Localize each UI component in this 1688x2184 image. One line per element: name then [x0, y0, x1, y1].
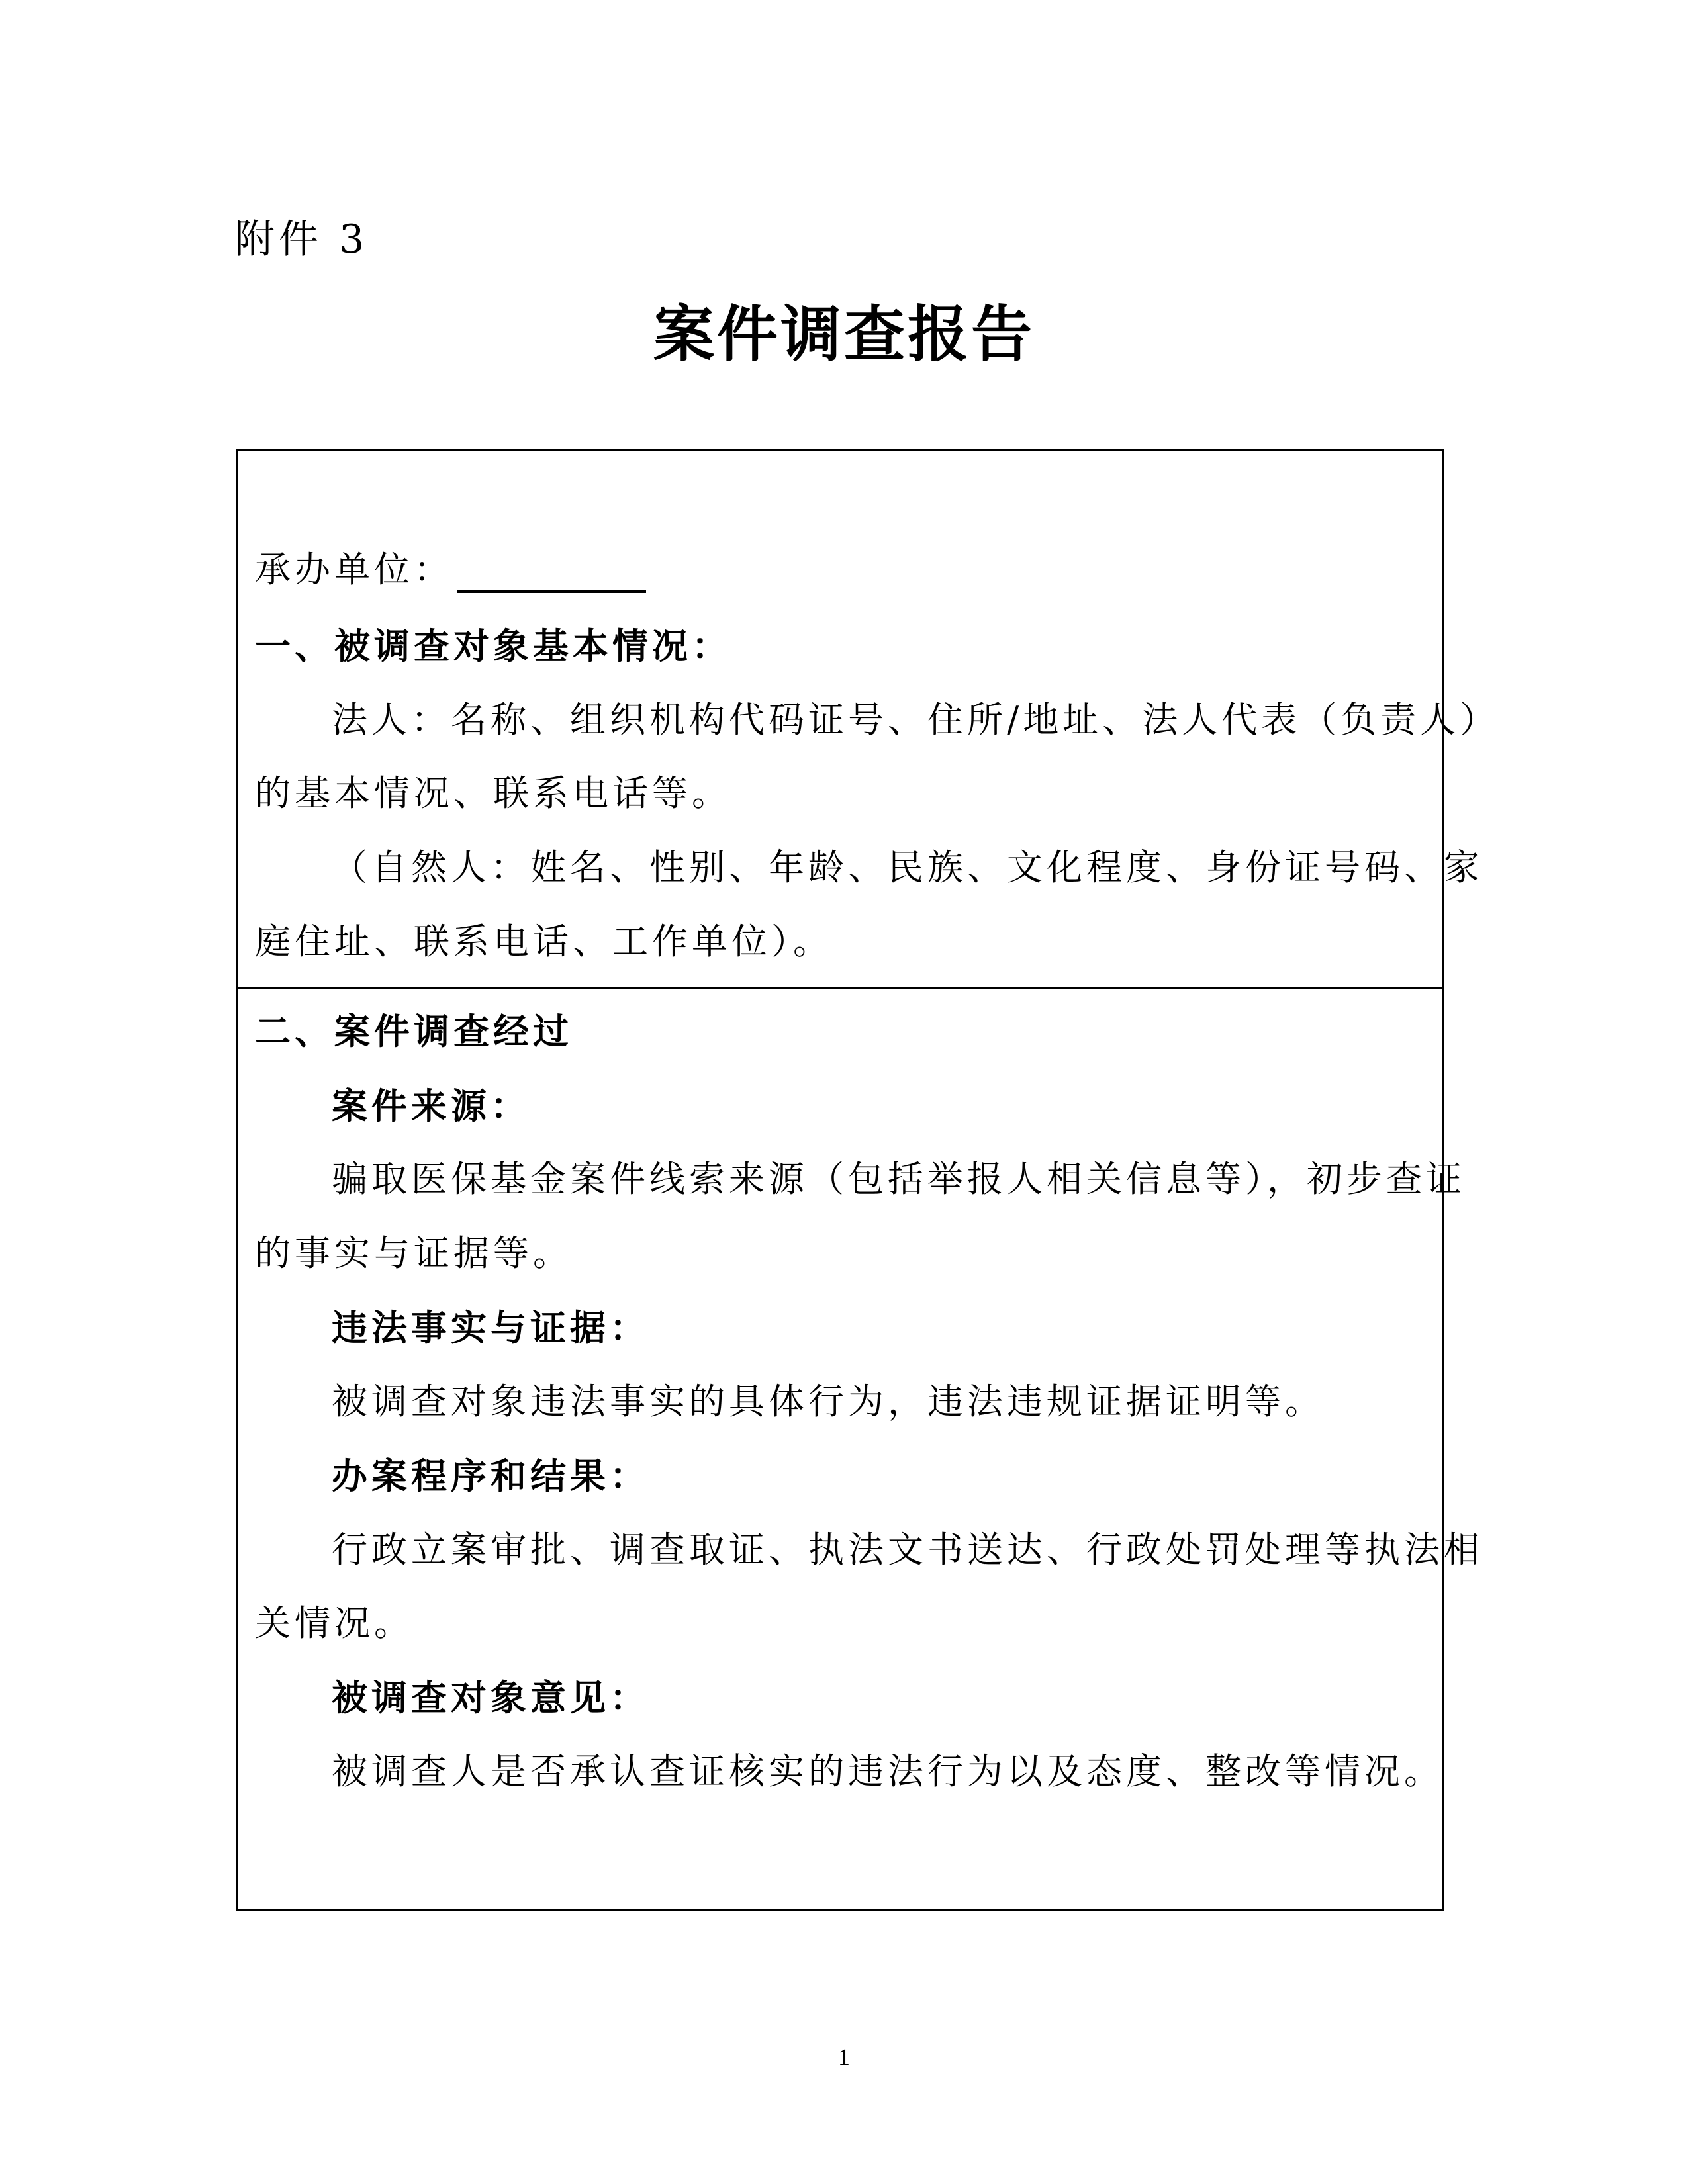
- illegal-facts-text: 被调查对象违法事实的具体行为，违法违规证据证明等。: [332, 1381, 1325, 1422]
- undertaking-unit-row: [255, 547, 1425, 593]
- legal-person-text-line2: 的基本情况、联系电话等。: [255, 772, 731, 814]
- procedure-text-line2: 关情况。: [255, 1602, 414, 1644]
- opinion-heading: 被调查对象意见：: [332, 1676, 649, 1719]
- case-source-text-line2: 的事实与证据等。: [255, 1232, 573, 1274]
- table-divider: [238, 987, 1442, 989]
- section2-heading: 二、案件调查经过: [255, 1010, 573, 1052]
- natural-person-text-line1: （自然人：姓名、性别、年龄、民族、文化程度、身份证号码、家: [332, 846, 1483, 888]
- page-number: 1: [838, 2044, 850, 2070]
- report-form-table: [236, 449, 1500, 1911]
- section1-heading: 一、被调查对象基本情况：: [255, 625, 731, 667]
- attachment-label: 附件 3: [235, 216, 369, 263]
- natural-person-text-line2: 庭住址、联系电话、工作单位）。: [255, 921, 833, 962]
- case-source-text-line1: 骗取医保基金案件线索来源（包括举报人相关信息等），初步查证: [332, 1158, 1466, 1200]
- procedure-text-line1: 行政立案审批、调查取证、执法文书送达、行政处罚处理等执法相: [332, 1529, 1483, 1570]
- procedure-heading: 办案程序和结果：: [332, 1455, 649, 1497]
- legal-person-text-line1: 法人：名称、组织机构代码证号、住所/地址、法人代表（负责人）: [332, 699, 1500, 741]
- page-title: 案件调查报告: [653, 298, 1035, 370]
- undertaking-unit-blank: [457, 552, 646, 593]
- opinion-text: 被调查人是否承认查证核实的违法行为以及态度、整改等情况。: [332, 1751, 1444, 1792]
- illegal-facts-heading: 违法事实与证据：: [332, 1306, 649, 1349]
- case-source-heading: 案件来源：: [332, 1085, 530, 1127]
- undertaking-unit-label: 承办单位：: [255, 549, 453, 590]
